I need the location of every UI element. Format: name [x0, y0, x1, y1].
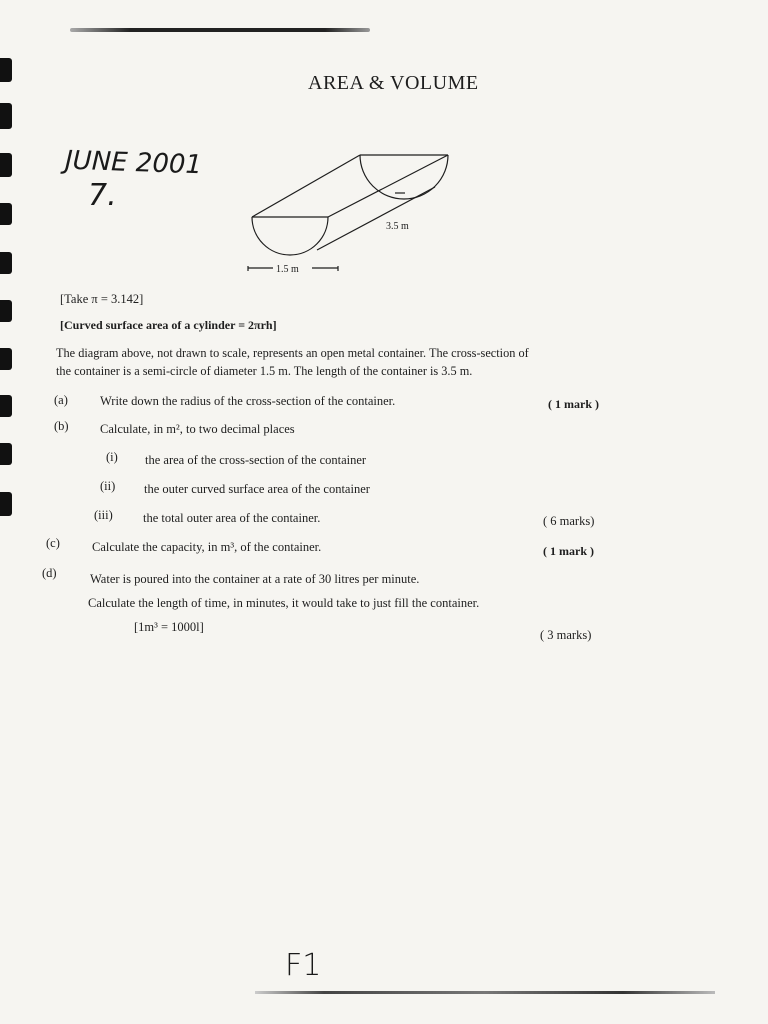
part-a-marks: ( 1 mark ) [548, 397, 599, 411]
bottom-edge [317, 187, 435, 250]
binder-hole-3 [0, 153, 12, 177]
length-label: 3.5 m [386, 221, 409, 232]
part-c-label: (c) [46, 536, 60, 550]
part-b-iii-label: (iii) [94, 508, 113, 522]
binder-hole-9 [0, 443, 12, 465]
binder-hole-6 [0, 300, 12, 322]
part-b-i-text: the area of the cross-section of the container [145, 453, 367, 467]
part-a-text: Write down the radius of the cross-section of the container. [100, 394, 396, 408]
part-a-label: (a) [54, 393, 68, 407]
part-b-marks: ( 6 marks) [543, 514, 595, 528]
intro-line-1: The diagram above, not drawn to scale, represents an open metal container. The cross-section of [56, 346, 529, 360]
part-c-text: Calculate the capacity, in m³, of the container. [92, 540, 322, 554]
binder-hole-7 [0, 348, 12, 370]
pi-note: [Take π = 3.142] [60, 292, 144, 306]
part-d-text-1: Water is poured into the container at a rate of 30 litres per minute. [90, 572, 420, 586]
part-b-ii-text: the outer curved surface area of the container [144, 482, 370, 496]
handwritten-footer-mark: F1 [285, 948, 322, 983]
near-semicircle [252, 217, 328, 255]
handwritten-exam-date: JUNE 2001 [64, 145, 203, 181]
unit-conversion-note: [1m³ = 1000l] [134, 620, 204, 634]
scan-edge-top [70, 28, 370, 32]
part-b-iii-text: the total outer area of the container. [143, 511, 321, 525]
binder-hole-4 [0, 203, 12, 225]
binder-hole-10 [0, 492, 12, 516]
part-b-text: Calculate, in m², to two decimal places [100, 422, 295, 436]
part-b-label: (b) [54, 419, 69, 433]
intro-line-2: the container is a semi-circle of diameter 1.5 m. The length of the container is 3.5 m. [56, 364, 473, 378]
part-b-i-label: (i) [106, 450, 118, 464]
part-c-marks: ( 1 mark ) [543, 544, 594, 558]
binder-hole-2 [0, 103, 12, 129]
diameter-label: 1.5 m [276, 264, 299, 275]
binder-hole-8 [0, 395, 12, 417]
page-title: AREA & VOLUME [308, 72, 479, 94]
part-d-label: (d) [42, 566, 57, 580]
curved-surface-formula: [Curved surface area of a cylinder = 2πrh] [60, 318, 277, 332]
part-b-ii-label: (ii) [100, 479, 116, 493]
front-top-edge [328, 155, 448, 217]
back-top-edge [252, 155, 360, 217]
half-cylinder-diagram [240, 145, 470, 280]
part-d-text-2: Calculate the length of time, in minutes, it would take to just fill the container. [88, 596, 480, 610]
scan-edge-bottom [255, 991, 715, 994]
binder-hole-1 [0, 58, 12, 82]
part-d-marks: ( 3 marks) [540, 628, 592, 642]
binder-hole-5 [0, 252, 12, 274]
handwritten-question-number: 7. [88, 178, 117, 213]
